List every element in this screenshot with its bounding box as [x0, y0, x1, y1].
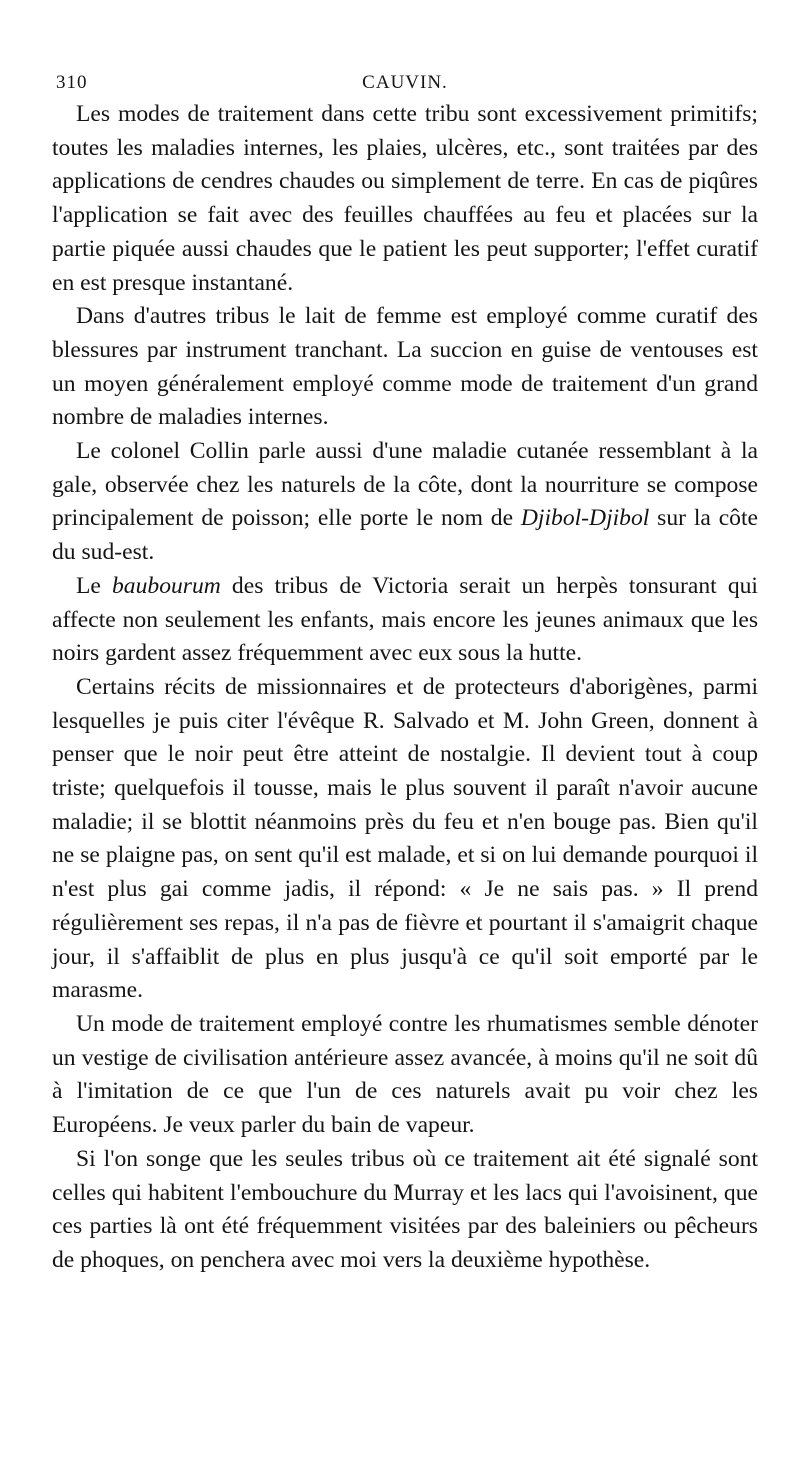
- paragraph-text: Un mode de traitement employé contre les rhumatismes semble dénoter un vestige de civilisation antérieure assez avancée, à moins qu'il ne soit dû à l'imitation de ce que l'un de ces naturels avait pu voir chez les Européens. Je veux parler du bain de vapeur.: [52, 1010, 758, 1139]
- italic-term: Djibol-Djibol: [520, 505, 650, 532]
- paragraph-djibol-djibol: [52, 435, 758, 570]
- paragraph-text: des tribus de Victoria serait un herpès tonsurant qui affecte non seulement les enfants, mais encore les jeunes animaux que les noirs gardent assez fréquemment avec eux sous la hutte.: [52, 572, 758, 667]
- paragraph-text: Si l'on songe que les seules tribus où ce traitement ait été signalé sont celles qui habitent l'embouchure du Murray et les lacs qui l'avoisinent, que ces parties là ont été fréquemment visitées par des baleiniers ou pêcheurs de phoques, on penchera avec moi vers la deuxième hypothèse.: [52, 1145, 758, 1273]
- page-number: 310: [56, 72, 88, 93]
- paragraph-text: sur la côte du sud-est.: [52, 505, 758, 566]
- paragraph-text: Le: [76, 572, 112, 599]
- paragraph-text: Dans d'autres tribus le lait de femme est employé comme curatif des blessures par instrument tranchant. La succion en guise de ventouses est un moyen généralement employé comme mode de traitement d'un grand nombre de maladies internes.: [52, 303, 758, 431]
- paragraph-text: Le colonel Collin parle aussi d'une maladie cutanée ressemblant à la gale, observée chez les naturels de la côte, dont la nourriture se compose principalement de poisson; elle porte le nom de: [52, 438, 758, 532]
- running-title: CAUVIN.: [362, 72, 448, 93]
- book-page: [52, 68, 758, 1278]
- paragraph-lait-de-femme: [52, 300, 758, 435]
- paragraph-hypothese: [52, 1143, 758, 1278]
- running-head: [52, 68, 758, 98]
- paragraph-text: Certains récits de missionnaires et de protecteurs d'aborigènes, parmi lesquelles je puis citer l'évêque R. Salvado et M. John Green, donnent à penser que le noir peut être atteint de nostalgie. Il devient tout à coup triste; quelquefois il tousse, mais le plus souvent il paraît n'avoir aucune maladie; il se blottit néanmoins près du feu et n'en bouge pas. Bien qu'il ne se plaigne pas, on sent qu'il est malade, et si on lui demande pourquoi il n'est plus gai comme jadis, il répond: « Je ne sais pas. » Il prend régulièrement ses repas, il n'a pas de fièvre et pourtant il s'amaigrit chaque jour, il s'affaiblit de plus en plus jusqu'à ce qu'il soit emporté par le marasme.: [52, 673, 758, 1004]
- italic-term: baubourum: [112, 572, 221, 599]
- body-text: [52, 98, 758, 1278]
- paragraph-bain-de-vapeur: [52, 1008, 758, 1143]
- paragraph-baubourum: [52, 570, 758, 671]
- paragraph-traitement-primitif: [52, 98, 758, 300]
- paragraph-text: Les modes de traitement dans cette tribu sont excessivement primitifs; toutes les maladies internes, les plaies, ulcères, etc., sont traitées par des applications de cendres chaudes ou simplement de terre. En cas de piqûres l'application se fait avec des feuilles chauffées au feu et placées sur la partie piquée aussi chaudes que le patient les peut supporter; l'effet curatif en est presque instantané.: [52, 101, 758, 296]
- paragraph-nostalgie: [52, 671, 758, 1008]
